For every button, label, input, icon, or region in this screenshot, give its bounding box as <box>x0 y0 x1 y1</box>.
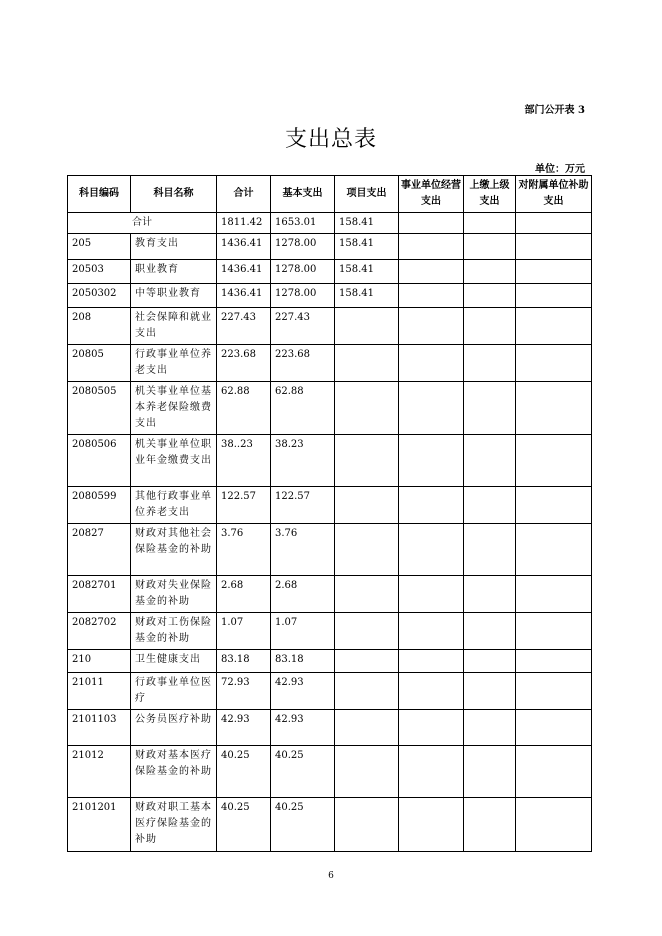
table-row <box>68 487 592 524</box>
row-project <box>335 435 399 487</box>
table-row <box>68 308 592 345</box>
row-remit <box>464 308 516 345</box>
row-name: 中等职业教育 <box>131 284 217 308</box>
row-remit <box>464 746 516 798</box>
row-basic: 227.43 <box>271 308 335 345</box>
table-row <box>68 710 592 746</box>
table-number-label: 部门公开表 3 <box>524 105 585 116</box>
page-title: 支出总表 <box>284 127 377 152</box>
expenditure-table <box>67 175 592 852</box>
row-project <box>335 345 399 382</box>
row-basic: 1278.00 <box>271 284 335 308</box>
row-remit <box>464 613 516 650</box>
row-subsidy <box>516 710 592 746</box>
col-header-remit: 上缴上级支出 <box>464 176 516 213</box>
row-code: 2080506 <box>68 435 131 487</box>
row-project <box>335 798 399 852</box>
row-project: 158.41 <box>335 234 399 260</box>
table-row <box>68 650 592 673</box>
row-remit <box>464 576 516 613</box>
row-name: 机关事业单位职业年金缴费支出 <box>131 435 217 487</box>
row-basic: 3.76 <box>271 524 335 576</box>
total-basic: 1653.01 <box>271 213 335 234</box>
table-row <box>68 576 592 613</box>
row-total: 40.25 <box>217 746 271 798</box>
row-code: 2050302 <box>68 284 131 308</box>
col-header-name: 科目名称 <box>131 176 217 213</box>
row-code: 205 <box>68 234 131 260</box>
row-name: 其他行政事业单位养老支出 <box>131 487 217 524</box>
row-project <box>335 613 399 650</box>
row-operating <box>399 673 464 710</box>
row-project <box>335 576 399 613</box>
row-code: 2101201 <box>68 798 131 852</box>
row-total: 223.68 <box>217 345 271 382</box>
row-operating <box>399 710 464 746</box>
row-name: 机关事业单位基本养老保险缴费支出 <box>131 382 217 435</box>
row-basic: 122.57 <box>271 487 335 524</box>
total-remit <box>464 213 516 234</box>
unit-label: 单位：万元 <box>535 164 585 175</box>
row-code: 20827 <box>68 524 131 576</box>
col-header-basic: 基本支出 <box>271 176 335 213</box>
row-name: 卫生健康支出 <box>131 650 217 673</box>
total-sum: 1811.42 <box>217 213 271 234</box>
row-code: 210 <box>68 650 131 673</box>
table-row <box>68 524 592 576</box>
row-subsidy <box>516 524 592 576</box>
total-operating <box>399 213 464 234</box>
row-total: 40.25 <box>217 798 271 852</box>
row-subsidy <box>516 234 592 260</box>
row-remit <box>464 284 516 308</box>
page-number: 6 <box>328 871 334 881</box>
row-remit <box>464 710 516 746</box>
row-subsidy <box>516 798 592 852</box>
row-basic: 38.23 <box>271 435 335 487</box>
row-subsidy <box>516 435 592 487</box>
table-row <box>68 382 592 435</box>
row-total: 38..23 <box>217 435 271 487</box>
row-project <box>335 710 399 746</box>
col-header-code: 科目编码 <box>68 176 131 213</box>
row-total: 3.76 <box>217 524 271 576</box>
row-total: 42.93 <box>217 710 271 746</box>
row-remit <box>464 345 516 382</box>
row-subsidy <box>516 613 592 650</box>
row-basic: 42.93 <box>271 710 335 746</box>
total-subsidy <box>516 213 592 234</box>
row-total: 122.57 <box>217 487 271 524</box>
row-operating <box>399 613 464 650</box>
row-project <box>335 382 399 435</box>
row-total: 72.93 <box>217 673 271 710</box>
row-basic: 1.07 <box>271 613 335 650</box>
row-name: 行政事业单位医疗 <box>131 673 217 710</box>
row-remit <box>464 673 516 710</box>
row-name: 行政事业单位养老支出 <box>131 345 217 382</box>
row-subsidy <box>516 746 592 798</box>
row-operating <box>399 435 464 487</box>
row-project: 158.41 <box>335 260 399 284</box>
row-code: 20805 <box>68 345 131 382</box>
row-remit <box>464 382 516 435</box>
row-operating <box>399 382 464 435</box>
table-row <box>68 345 592 382</box>
table-row <box>68 613 592 650</box>
row-basic: 223.68 <box>271 345 335 382</box>
row-basic: 1278.00 <box>271 260 335 284</box>
table-row <box>68 234 592 260</box>
row-project <box>335 524 399 576</box>
row-operating <box>399 345 464 382</box>
row-subsidy <box>516 487 592 524</box>
row-total: 1.07 <box>217 613 271 650</box>
row-name: 社会保障和就业支出 <box>131 308 217 345</box>
row-basic: 62.88 <box>271 382 335 435</box>
row-basic: 1278.00 <box>271 234 335 260</box>
row-operating <box>399 487 464 524</box>
row-total: 1436.41 <box>217 284 271 308</box>
row-name: 财政对职工基本医疗保险基金的补助 <box>131 798 217 852</box>
row-total: 62.88 <box>217 382 271 435</box>
row-code: 2082702 <box>68 613 131 650</box>
row-name: 财政对其他社会保险基金的补助 <box>131 524 217 576</box>
row-remit <box>464 798 516 852</box>
row-remit <box>464 524 516 576</box>
row-code: 21012 <box>68 746 131 798</box>
row-remit <box>464 487 516 524</box>
table-row <box>68 673 592 710</box>
row-project <box>335 487 399 524</box>
row-remit <box>464 650 516 673</box>
row-code: 208 <box>68 308 131 345</box>
table-row <box>68 798 592 852</box>
table-header-row <box>68 176 592 213</box>
col-header-project: 项目支出 <box>335 176 399 213</box>
row-basic: 40.25 <box>271 798 335 852</box>
row-project <box>335 650 399 673</box>
row-project <box>335 308 399 345</box>
row-subsidy <box>516 382 592 435</box>
row-subsidy <box>516 284 592 308</box>
row-name: 公务员医疗补助 <box>131 710 217 746</box>
row-code: 2101103 <box>68 710 131 746</box>
row-code: 21011 <box>68 673 131 710</box>
row-project <box>335 746 399 798</box>
row-code: 2080599 <box>68 487 131 524</box>
table-row <box>68 284 592 308</box>
col-header-total: 合计 <box>217 176 271 213</box>
row-remit <box>464 435 516 487</box>
row-total: 2.68 <box>217 576 271 613</box>
total-project: 158.41 <box>335 213 399 234</box>
row-operating <box>399 798 464 852</box>
row-basic: 40.25 <box>271 746 335 798</box>
total-row <box>68 213 592 234</box>
row-basic: 2.68 <box>271 576 335 613</box>
row-operating <box>399 260 464 284</box>
row-subsidy <box>516 345 592 382</box>
row-remit <box>464 260 516 284</box>
row-operating <box>399 650 464 673</box>
row-basic: 42.93 <box>271 673 335 710</box>
row-name: 教育支出 <box>131 234 217 260</box>
row-total: 227.43 <box>217 308 271 345</box>
row-operating <box>399 746 464 798</box>
row-project <box>335 673 399 710</box>
row-operating <box>399 524 464 576</box>
col-header-subsidy: 对附属单位补助支出 <box>516 176 592 213</box>
row-operating <box>399 234 464 260</box>
row-name: 财政对基本医疗保险基金的补助 <box>131 746 217 798</box>
row-basic: 83.18 <box>271 650 335 673</box>
row-name: 职业教育 <box>131 260 217 284</box>
row-name: 财政对工伤保险基金的补助 <box>131 613 217 650</box>
row-subsidy <box>516 308 592 345</box>
row-subsidy <box>516 260 592 284</box>
row-operating <box>399 308 464 345</box>
row-subsidy <box>516 673 592 710</box>
row-operating <box>399 576 464 613</box>
table-row <box>68 435 592 487</box>
col-header-operating: 事业单位经营支出 <box>399 176 464 213</box>
row-code: 20503 <box>68 260 131 284</box>
total-label: 合计 <box>68 213 217 234</box>
row-operating <box>399 284 464 308</box>
row-code: 2082701 <box>68 576 131 613</box>
row-code: 2080505 <box>68 382 131 435</box>
row-total: 1436.41 <box>217 260 271 284</box>
row-total: 1436.41 <box>217 234 271 260</box>
table-row <box>68 746 592 798</box>
row-subsidy <box>516 650 592 673</box>
row-project: 158.41 <box>335 284 399 308</box>
table-row <box>68 260 592 284</box>
row-subsidy <box>516 576 592 613</box>
row-name: 财政对失业保险基金的补助 <box>131 576 217 613</box>
row-remit <box>464 234 516 260</box>
row-total: 83.18 <box>217 650 271 673</box>
